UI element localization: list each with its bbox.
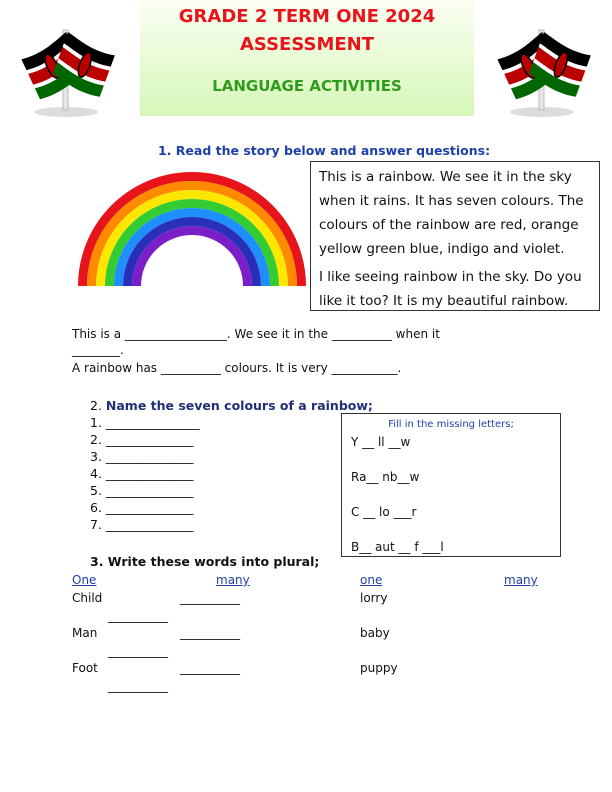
fill-sentence-1-cont[interactable]: ________.: [72, 343, 124, 357]
answer-line[interactable]: 1. _______________: [90, 415, 200, 430]
question-3: 3. Write these words into plural;: [90, 554, 320, 569]
story-line: yellow green blue, indigo and violet.: [319, 241, 565, 257]
missing-letters-item[interactable]: Ra__ nb__w: [351, 470, 420, 484]
col-many-left: many: [216, 573, 250, 587]
answer-line[interactable]: 3. ______________: [90, 449, 194, 464]
page-title-line2: ASSESSMENT: [239, 34, 374, 55]
plural-blank[interactable]: __________: [108, 679, 168, 693]
question-2-text: Name the seven colours of a rainbow;: [105, 398, 373, 413]
answer-line[interactable]: 2. ______________: [90, 432, 194, 447]
fill-sentence-1[interactable]: This is a _________________. We see it in the __________ when it: [72, 327, 440, 341]
missing-letters-item[interactable]: Y __ ll __w: [351, 435, 411, 449]
plural-blank[interactable]: __________: [180, 626, 240, 640]
missing-letters-title: Fill in the missing letters;: [388, 419, 514, 430]
plural-blank[interactable]: __________: [108, 609, 168, 623]
col-one-right: one: [360, 573, 383, 587]
answer-line[interactable]: 6. ______________: [90, 500, 194, 515]
plural-blank[interactable]: __________: [180, 591, 240, 605]
kenya-flags-left-icon: [0, 10, 140, 122]
word-left: Child: [72, 591, 103, 605]
rainbow-illustration: [74, 166, 310, 288]
answer-line[interactable]: 5. ______________: [90, 483, 194, 498]
fill-sentence-2[interactable]: A rainbow has __________ colours. It is very ___________.: [72, 361, 402, 375]
col-one-left: One: [72, 573, 97, 587]
missing-letters-box: [341, 413, 561, 557]
word-right: lorry: [360, 591, 388, 605]
kenya-flags-right-icon: [476, 10, 612, 122]
story-line: like it too? It is my beautiful rainbow.: [319, 293, 569, 309]
word-left: Foot: [72, 661, 98, 675]
answer-line[interactable]: 4. ______________: [90, 466, 194, 481]
page-subtitle: LANGUAGE ACTIVITIES: [212, 77, 402, 95]
word-right: puppy: [360, 661, 398, 675]
story-box: [310, 161, 600, 311]
missing-letters-item[interactable]: B__ aut __ f ___l: [351, 540, 444, 554]
story-line: This is a rainbow. We see it in the sky: [319, 169, 572, 185]
story-line: when it rains. It has seven colours. The: [319, 193, 584, 209]
word-right: baby: [360, 626, 390, 640]
question-2-number: 2.: [90, 398, 106, 413]
col-many-right: many: [504, 573, 538, 587]
question-2: [90, 398, 373, 413]
word-left: Man: [72, 626, 98, 640]
plural-blank[interactable]: __________: [108, 644, 168, 658]
missing-letters-item[interactable]: C __ lo ___r: [351, 505, 417, 519]
answer-line[interactable]: 7. ______________: [90, 517, 194, 532]
plural-blank[interactable]: __________: [180, 661, 240, 675]
question-1: 1. Read the story below and answer questions:: [158, 143, 491, 158]
colour-answer-list: [90, 414, 200, 533]
story-line: colours of the rainbow are red, orange: [319, 217, 579, 233]
page-title-line1: GRADE 2 TERM ONE 2024: [178, 6, 436, 27]
story-line: I like seeing rainbow in the sky. Do you: [319, 269, 582, 285]
